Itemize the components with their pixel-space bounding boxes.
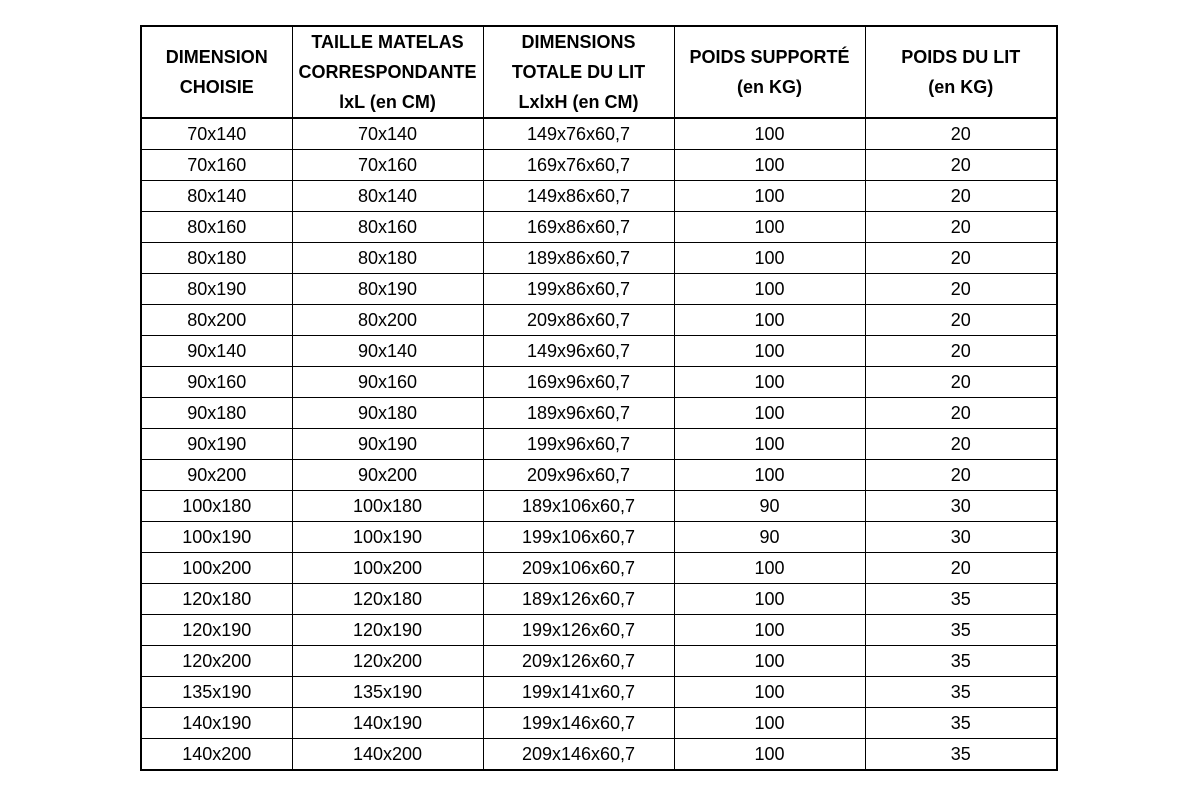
- cell-dimensions-totale: 149x96x60,7: [483, 336, 674, 367]
- cell-dimension-choisie: 100x200: [141, 553, 292, 584]
- cell-poids-du-lit: 20: [865, 212, 1057, 243]
- cell-dimension-choisie: 135x190: [141, 677, 292, 708]
- column-header-line: CORRESPONDANTE: [298, 62, 477, 82]
- cell-poids-supporte: 100: [674, 305, 865, 336]
- cell-dimension-choisie: 120x200: [141, 646, 292, 677]
- cell-dimensions-totale: 209x146x60,7: [483, 739, 674, 771]
- header-row: [141, 26, 1057, 118]
- column-header-dimensions-totale: [483, 26, 674, 118]
- column-header-poids-supporte: [674, 26, 865, 118]
- cell-taille-matelas: 90x160: [292, 367, 483, 398]
- cell-dimensions-totale: 199x86x60,7: [483, 274, 674, 305]
- cell-dimensions-totale: 199x106x60,7: [483, 522, 674, 553]
- bed-dimensions-table: [140, 25, 1058, 771]
- cell-dimension-choisie: 90x190: [141, 429, 292, 460]
- table-row: [141, 429, 1057, 460]
- cell-taille-matelas: 70x140: [292, 118, 483, 150]
- cell-dimensions-totale: 169x96x60,7: [483, 367, 674, 398]
- table-row: [141, 460, 1057, 491]
- cell-dimensions-totale: 199x146x60,7: [483, 708, 674, 739]
- cell-taille-matelas: 80x160: [292, 212, 483, 243]
- cell-taille-matelas: 90x140: [292, 336, 483, 367]
- cell-dimensions-totale: 189x96x60,7: [483, 398, 674, 429]
- cell-dimension-choisie: 70x160: [141, 150, 292, 181]
- cell-poids-du-lit: 35: [865, 615, 1057, 646]
- cell-dimension-choisie: 80x190: [141, 274, 292, 305]
- table-row: [141, 708, 1057, 739]
- cell-dimension-choisie: 80x200: [141, 305, 292, 336]
- cell-taille-matelas: 135x190: [292, 677, 483, 708]
- column-header-line: TOTALE DU LIT: [511, 62, 646, 82]
- cell-poids-du-lit: 35: [865, 584, 1057, 615]
- cell-taille-matelas: 70x160: [292, 150, 483, 181]
- cell-dimension-choisie: 80x140: [141, 181, 292, 212]
- cell-dimension-choisie: 90x200: [141, 460, 292, 491]
- table-row: [141, 181, 1057, 212]
- cell-dimensions-totale: 189x126x60,7: [483, 584, 674, 615]
- cell-dimensions-totale: 209x106x60,7: [483, 553, 674, 584]
- column-header-line: CHOISIE: [179, 77, 254, 97]
- table-body: [141, 118, 1057, 770]
- cell-poids-du-lit: 20: [865, 305, 1057, 336]
- table-row: [141, 398, 1057, 429]
- cell-dimension-choisie: 140x200: [141, 739, 292, 771]
- cell-poids-supporte: 100: [674, 677, 865, 708]
- cell-poids-supporte: 100: [674, 274, 865, 305]
- cell-dimension-choisie: 70x140: [141, 118, 292, 150]
- cell-dimensions-totale: 169x86x60,7: [483, 212, 674, 243]
- cell-poids-du-lit: 35: [865, 708, 1057, 739]
- cell-poids-supporte: 100: [674, 429, 865, 460]
- cell-taille-matelas: 140x190: [292, 708, 483, 739]
- column-header-line: LxlxH (en CM): [518, 92, 639, 112]
- cell-poids-du-lit: 35: [865, 677, 1057, 708]
- table-row: [141, 118, 1057, 150]
- cell-poids-supporte: 100: [674, 615, 865, 646]
- cell-dimension-choisie: 80x160: [141, 212, 292, 243]
- cell-poids-supporte: 100: [674, 118, 865, 150]
- cell-poids-supporte: 100: [674, 398, 865, 429]
- cell-taille-matelas: 140x200: [292, 739, 483, 771]
- cell-poids-supporte: 100: [674, 150, 865, 181]
- cell-dimensions-totale: 189x106x60,7: [483, 491, 674, 522]
- cell-dimensions-totale: 199x126x60,7: [483, 615, 674, 646]
- cell-taille-matelas: 80x190: [292, 274, 483, 305]
- column-header-line: (en KG): [737, 77, 802, 97]
- cell-taille-matelas: 120x200: [292, 646, 483, 677]
- cell-poids-supporte: 100: [674, 584, 865, 615]
- column-header-line: DIMENSIONS: [521, 32, 636, 52]
- cell-taille-matelas: 100x200: [292, 553, 483, 584]
- table-row: [141, 491, 1057, 522]
- cell-dimensions-totale: 199x96x60,7: [483, 429, 674, 460]
- cell-taille-matelas: 90x180: [292, 398, 483, 429]
- cell-poids-du-lit: 35: [865, 739, 1057, 771]
- cell-taille-matelas: 100x190: [292, 522, 483, 553]
- table-row: [141, 646, 1057, 677]
- cell-poids-du-lit: 20: [865, 181, 1057, 212]
- cell-poids-du-lit: 20: [865, 367, 1057, 398]
- cell-taille-matelas: 100x180: [292, 491, 483, 522]
- cell-poids-du-lit: 20: [865, 553, 1057, 584]
- cell-dimension-choisie: 90x160: [141, 367, 292, 398]
- cell-dimensions-totale: 209x86x60,7: [483, 305, 674, 336]
- table-row: [141, 336, 1057, 367]
- cell-poids-du-lit: 20: [865, 274, 1057, 305]
- table-row: [141, 274, 1057, 305]
- cell-taille-matelas: 80x180: [292, 243, 483, 274]
- cell-dimensions-totale: 189x86x60,7: [483, 243, 674, 274]
- cell-dimensions-totale: 209x96x60,7: [483, 460, 674, 491]
- table-row: [141, 243, 1057, 274]
- table-row: [141, 615, 1057, 646]
- cell-dimensions-totale: 209x126x60,7: [483, 646, 674, 677]
- cell-dimension-choisie: 80x180: [141, 243, 292, 274]
- cell-poids-supporte: 100: [674, 553, 865, 584]
- cell-poids-du-lit: 20: [865, 429, 1057, 460]
- cell-poids-supporte: 100: [674, 336, 865, 367]
- cell-poids-supporte: 100: [674, 739, 865, 771]
- cell-poids-du-lit: 20: [865, 460, 1057, 491]
- cell-dimension-choisie: 90x140: [141, 336, 292, 367]
- cell-taille-matelas: 90x190: [292, 429, 483, 460]
- table-row: [141, 212, 1057, 243]
- column-header-line: TAILLE MATELAS: [311, 32, 464, 52]
- cell-poids-supporte: 100: [674, 212, 865, 243]
- table-header: [141, 26, 1057, 118]
- column-header-line: POIDS SUPPORTÉ: [689, 47, 850, 67]
- cell-dimension-choisie: 90x180: [141, 398, 292, 429]
- cell-dimension-choisie: 140x190: [141, 708, 292, 739]
- cell-poids-du-lit: 20: [865, 336, 1057, 367]
- cell-taille-matelas: 90x200: [292, 460, 483, 491]
- cell-poids-supporte: 100: [674, 367, 865, 398]
- column-header-line: DIMENSION: [165, 47, 268, 67]
- cell-dimension-choisie: 120x190: [141, 615, 292, 646]
- table-row: [141, 553, 1057, 584]
- cell-poids-supporte: 90: [674, 491, 865, 522]
- cell-dimensions-totale: 149x86x60,7: [483, 181, 674, 212]
- table-row: [141, 584, 1057, 615]
- cell-taille-matelas: 120x190: [292, 615, 483, 646]
- cell-poids-du-lit: 20: [865, 243, 1057, 274]
- cell-taille-matelas: 80x140: [292, 181, 483, 212]
- cell-poids-du-lit: 35: [865, 646, 1057, 677]
- cell-poids-du-lit: 20: [865, 398, 1057, 429]
- table-row: [141, 522, 1057, 553]
- cell-taille-matelas: 120x180: [292, 584, 483, 615]
- column-header-line: (en KG): [928, 77, 994, 97]
- cell-poids-du-lit: 30: [865, 491, 1057, 522]
- table-row: [141, 367, 1057, 398]
- cell-poids-supporte: 100: [674, 181, 865, 212]
- column-header-dimension-choisie: [141, 26, 292, 118]
- cell-poids-du-lit: 20: [865, 150, 1057, 181]
- cell-taille-matelas: 80x200: [292, 305, 483, 336]
- cell-poids-du-lit: 20: [865, 118, 1057, 150]
- bed-dimensions-table-container: [140, 25, 1056, 771]
- column-header-taille-matelas: [292, 26, 483, 118]
- cell-dimensions-totale: 169x76x60,7: [483, 150, 674, 181]
- cell-dimensions-totale: 199x141x60,7: [483, 677, 674, 708]
- table-row: [141, 305, 1057, 336]
- cell-poids-supporte: 90: [674, 522, 865, 553]
- column-header-line: POIDS DU LIT: [901, 47, 1021, 67]
- cell-poids-supporte: 100: [674, 708, 865, 739]
- cell-poids-supporte: 100: [674, 646, 865, 677]
- table-row: [141, 150, 1057, 181]
- table-row: [141, 677, 1057, 708]
- cell-poids-supporte: 100: [674, 243, 865, 274]
- column-header-line: lxL (en CM): [339, 92, 436, 112]
- cell-poids-du-lit: 30: [865, 522, 1057, 553]
- cell-dimension-choisie: 100x190: [141, 522, 292, 553]
- column-header-poids-du-lit: [865, 26, 1057, 118]
- table-row: [141, 739, 1057, 771]
- cell-dimension-choisie: 120x180: [141, 584, 292, 615]
- cell-dimension-choisie: 100x180: [141, 491, 292, 522]
- cell-dimensions-totale: 149x76x60,7: [483, 118, 674, 150]
- cell-poids-supporte: 100: [674, 460, 865, 491]
